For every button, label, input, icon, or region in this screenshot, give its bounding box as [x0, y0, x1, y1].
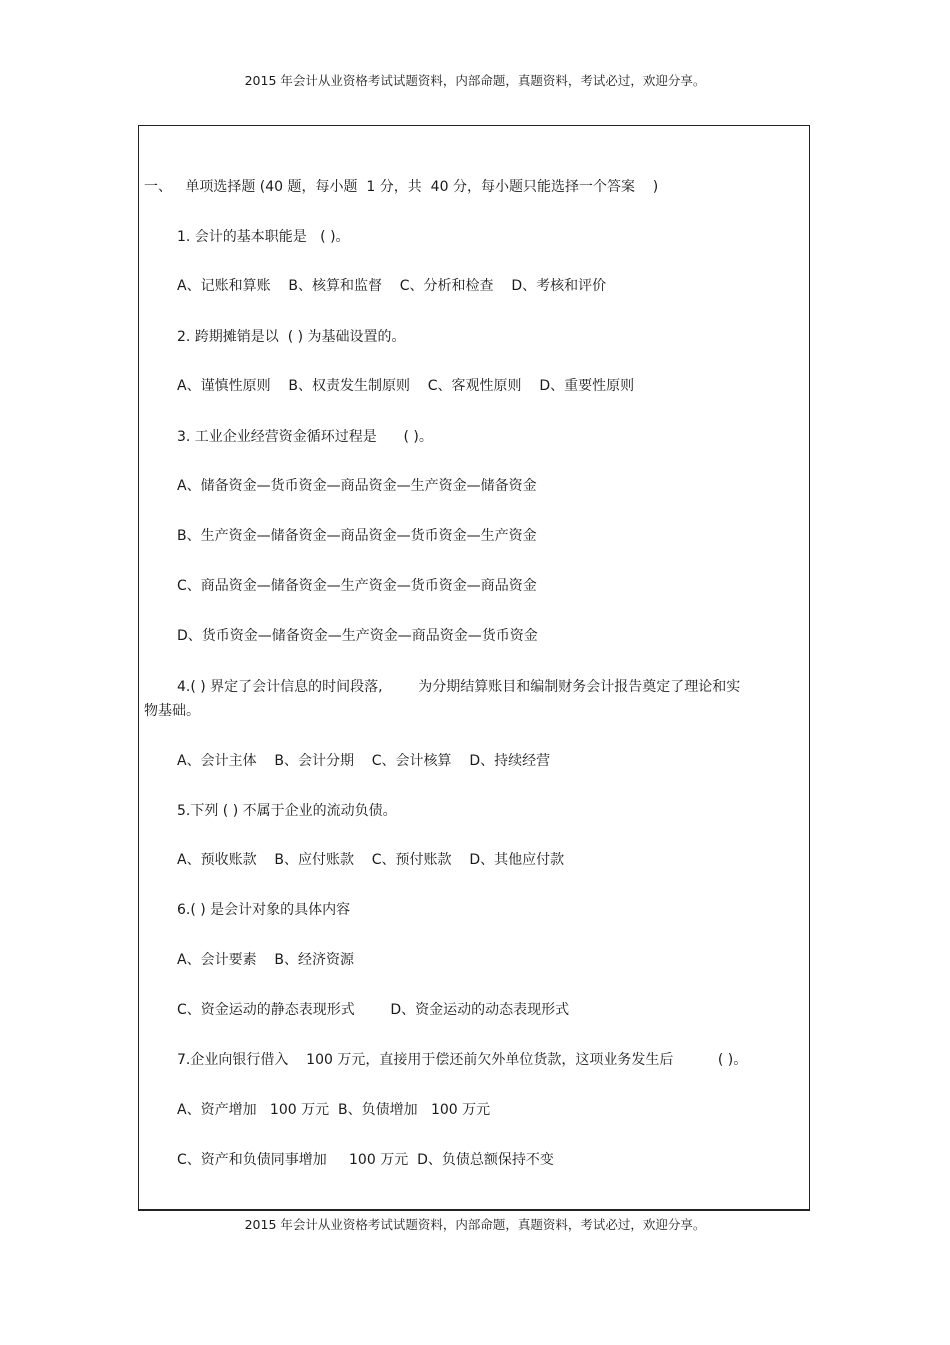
question-3-stem: 3. 工业企业经营资金循环过程是 ( )。	[177, 429, 433, 445]
question-7-options-row2: C、资产和负债同事增加 100 万元 D、负债总额保持不变	[177, 1152, 554, 1168]
page-footer-note: 2015 年会计从业资格考试试题资料，内部命题，真题资料，考试必过，欢迎分享。	[244, 1217, 706, 1232]
question-4-options: A、会计主体 B、会计分期 C、会计核算 D、持续经营	[177, 753, 551, 769]
page-header-note: 2015 年会计从业资格考试试题资料，内部命题，真题资料，考试必过，欢迎分享。	[244, 73, 706, 88]
question-3-option-d: D、货币资金—储备资金—生产资金—商品资金—货币资金	[177, 628, 538, 644]
question-5-stem: 5.下列 ( ) 不属于企业的流动负债。	[177, 803, 397, 819]
question-5-options: A、预收账款 B、应付账款 C、预付账款 D、其他应付款	[177, 852, 565, 868]
question-3-option-a: A、储备资金—货币资金—商品资金—生产资金—储备资金	[177, 478, 537, 494]
question-7-options-row1: A、资产增加 100 万元 B、负债增加 100 万元	[177, 1102, 491, 1118]
question-6-options-row1: A、会计要素 B、经济资源	[177, 952, 354, 968]
question-2-stem: 2. 跨期摊销是以 ( ) 为基础设置的。	[177, 329, 406, 345]
question-3-option-c: C、商品资金—储备资金—生产资金—货币资金—商品资金	[177, 578, 537, 594]
question-4-stem-continued: 物基础。	[144, 703, 200, 719]
question-6-stem: 6.( ) 是会计对象的具体内容	[177, 902, 351, 918]
question-4-stem: 4.( ) 界定了会计信息的时间段落, 为分期结算账目和编制财务会计报告奠定了理论和实	[177, 679, 741, 695]
section-title: 一、 单项选择题 (40 题，每小题 1 分，共 40 分，每小题只能选择一个答案 )	[144, 179, 659, 195]
question-2-options: A、谨慎性原则 B、权责发生制原则 C、客观性原则 D、重要性原则	[177, 378, 635, 394]
question-6-options-row2: C、资金运动的静态表现形式 D、资金运动的动态表现形式	[177, 1002, 570, 1018]
question-7-stem: 7.企业向银行借入 100 万元，直接用于偿还前欠外单位货款，这项业务发生后 ( )。	[177, 1052, 748, 1068]
question-1-stem: 1. 会计的基本职能是 ( )。	[177, 229, 350, 245]
question-3-option-b: B、生产资金—储备资金—商品资金—货币资金—生产资金	[177, 528, 537, 544]
question-1-options: A、记账和算账 B、核算和监督 C、分析和检查 D、考核和评价	[177, 278, 607, 294]
